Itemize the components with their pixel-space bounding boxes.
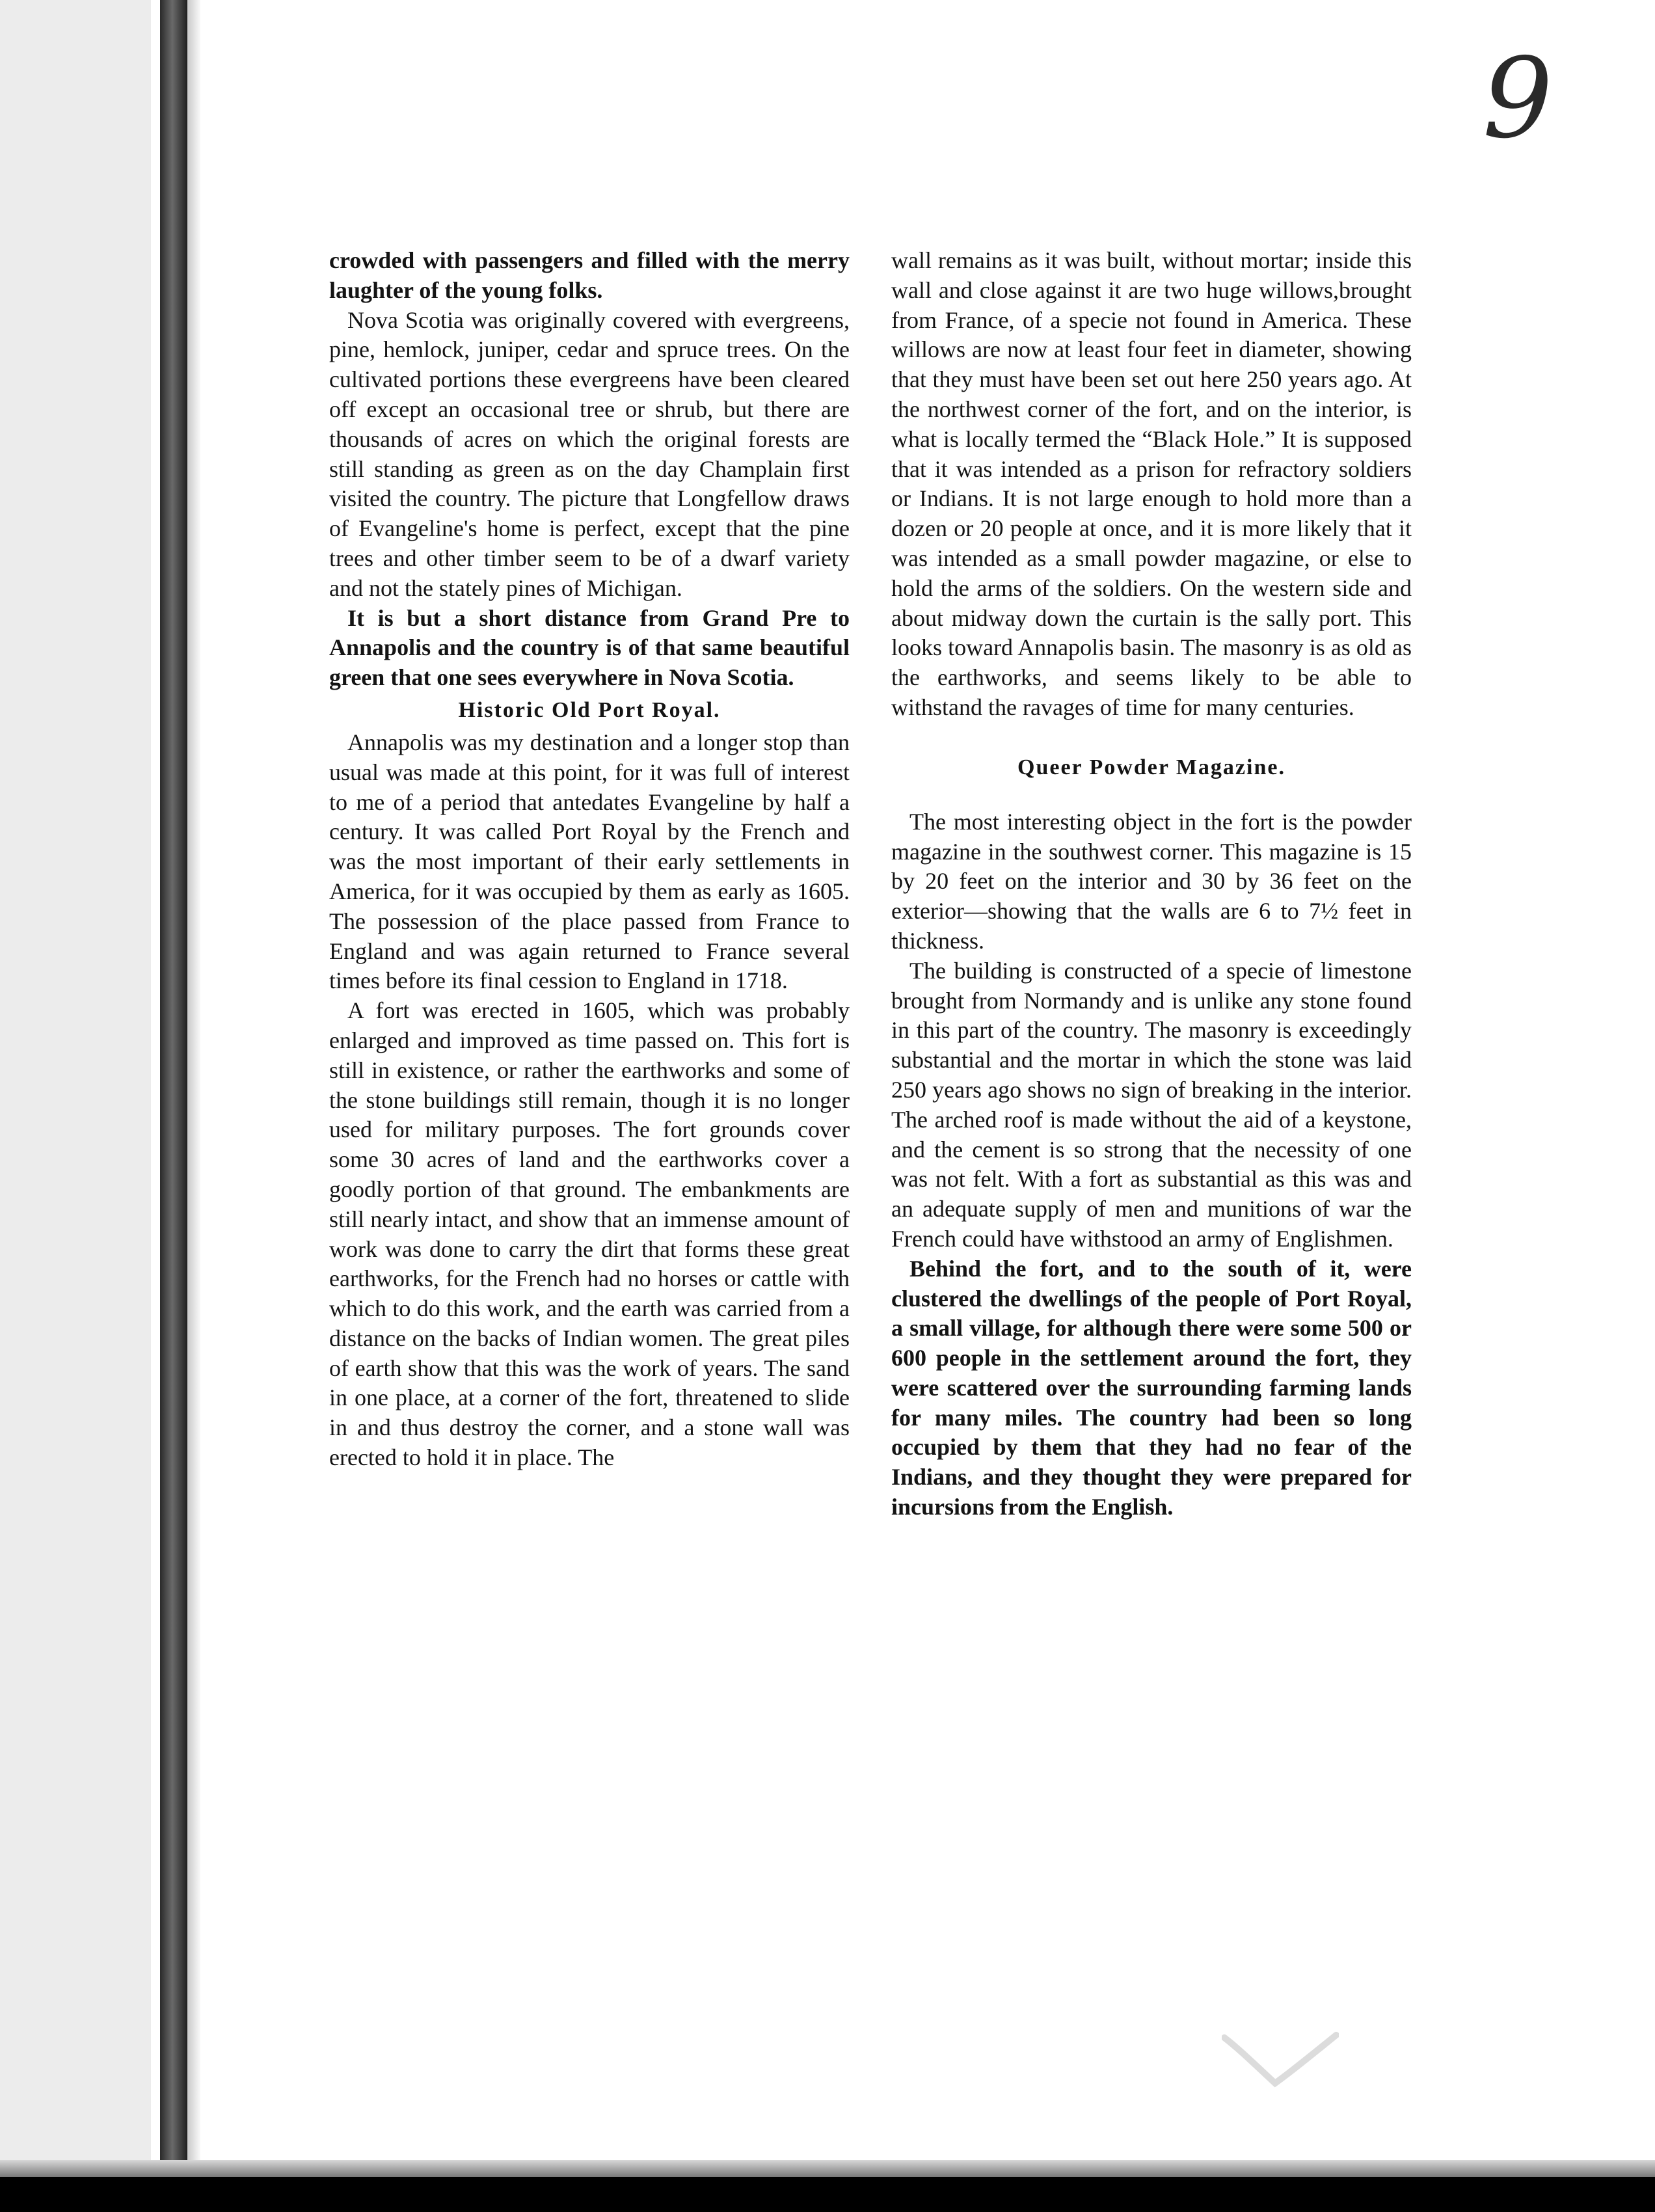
binding-margin [0,0,151,2173]
paragraph: Nova Scotia was originally covered with evergreens, pine, hemlock, juniper, cedar and spruce trees. On the cultivated portions these evergreens have been cleared off except an occasional tree or shrub, but there are thousands of acres on which the original forests are still standing as green as on the day Champlain first visited the country. The picture that Longfellow draws of Evangeline's home is perfect, except that the pine trees and other timber seem to be of a dwarf variety and not the stately pines of Michigan. [329,306,850,601]
paragraph: Behind the fort, and to the south of it, were clustered the dwellings of the people of Port Royal, a small village, for although there were some 500 or 600 people in the settlement around the fort, they were scattered over the surrounding farming lands for many miles. The country had been so long occupied by them that they had no fear of the Indians, and they thought they were prepared for incursions from the English. [891,1255,1412,1520]
paragraph: crowded with passengers and filled with the merry laughter of the young folks. [329,247,850,303]
paragraph: A fort was erected in 1605, which was probably enlarged and improved as time passed on. This fort is still in existence, or rather the earthworks and some of the stone buildings still remain, though it is no longer used for military purposes. The fort grounds cover some 30 acres of land and the earthworks cover a goodly portion of that ground. The embankments are still nearly intact, and show that an immense amount of work was done to carry the dirt that forms these great earthworks, for the French had no horses or cattle with which to do this work, and the earth was carried from a distance on the backs of Indian women. The great piles of earth show that this was the work of years. The sand in one place, at a corner of the fort, threatened to slide in and thus destroy the corner, and a stone wall was erected to hold it in place. The [329,997,850,1471]
paragraph: wall remains as it was built, without mortar; inside this wall and close against it are two huge willows,brought from France, of a specie not found in America. These willows are now at least four feet in diameter, showing that they must have been set out here 250 years ago. At the northwest corner of the fort, and on the interior, is what is locally termed the “Black Hole.” It is supposed that it was intended as a prison for refractory soldiers or Indians. It is not large enough to hold more than a dozen or 20 people at once, and it is more likely that it was intended as a small powder magazine, or else to hold the arms of the soldiers. On the western side and about midway down the curtain is the sally port. This looks toward Annapolis basin. The masonry is as old as the earthworks, and seems likely to be able to withstand the ravages of time for many centuries. [891,247,1412,720]
section-heading: Historic Old Port Royal. [458,697,721,722]
handwritten-page-number: 9 [1482,34,1554,163]
binding-strip [160,0,187,2160]
section-heading: Queer Powder Magazine. [1017,755,1285,779]
right-column [891,246,1412,1522]
page-bottom-edge [0,2160,1655,2177]
paragraph: Annapolis was my destination and a longer stop than usual was made at this point, for it was full of interest to me of a period that antedates Evangeline by half a century. It was called Port Royal by the French and was the most important of their early settlements in America, for it was occupied by them as early as 1605. The possession of the place passed from France to England and was again returned to France several times before its final cession to England in 1718. [329,729,850,994]
pencil-checkmark-icon [1222,2031,1339,2090]
left-column [329,246,850,1473]
binding-edge [187,0,200,2160]
paragraph: It is but a short distance from Grand Pre to Annapolis and the country is of that same beautiful green that one sees everywhere in Nova Scotia. [329,604,850,691]
paragraph: The building is constructed of a specie of limestone brought from Normandy and is unlike any stone found in this part of the country. The masonry is exceedingly substantial and the mortar in which the stone was laid 250 years ago shows no sign of breaking in the interior. The arched roof is made without the aid of a keystone, and the cement is so strong that the necessity of one was not felt. With a fort as substantial as this was and an adequate supply of men and munitions of war the French could have withstood an army of Englishmen. [891,957,1412,1252]
paragraph: The most interesting object in the fort is the powder magazine in the southwest corner. This magazine is 15 by 20 feet on the interior and 30 by 36 feet on the exterior—showing that the walls are 6 to 7½ feet in thickness. [891,808,1412,954]
